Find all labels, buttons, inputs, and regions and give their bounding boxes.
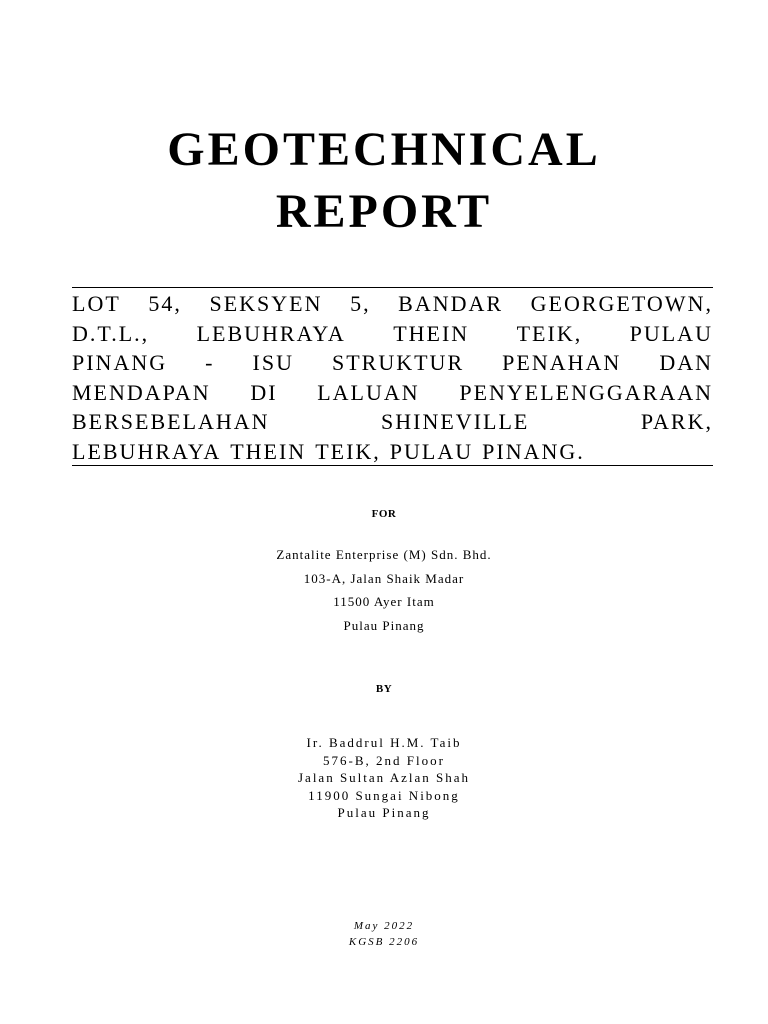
subject-word: PULAU xyxy=(629,320,713,346)
subject-word: 54, xyxy=(148,291,182,316)
author-address-block xyxy=(0,734,768,822)
subject-line-2 xyxy=(72,319,713,349)
subject-word: SHINEVILLE xyxy=(381,409,530,434)
subject-word: LEBUHRAYA xyxy=(196,320,346,346)
author-address-line: Jalan Sultan Azlan Shah xyxy=(297,770,470,785)
subject-line-4 xyxy=(72,378,713,408)
author-address-line: 11900 Sungai Nibong xyxy=(308,787,460,803)
subject-line-5 xyxy=(72,407,713,437)
client-address-line: 103-A, Jalan Shaik Madar xyxy=(303,570,465,586)
author-address-line: 576-B, 2nd Floor xyxy=(323,752,445,768)
subject-word: 5, xyxy=(350,291,371,316)
subject-line-1 xyxy=(72,289,713,319)
subject-word: PENYELENGGARAAN xyxy=(459,379,713,405)
subject-word: LALUAN xyxy=(317,379,420,405)
subject-word: LOT xyxy=(72,291,121,316)
subject-bottom-rule xyxy=(72,465,713,466)
report-title-line-1: GEOTECHNICAL xyxy=(167,123,601,176)
report-subject xyxy=(72,289,713,466)
subject-word: PARK, xyxy=(640,409,713,434)
report-footer xyxy=(0,918,768,950)
report-date: May 2022 xyxy=(353,920,415,932)
subject-word: LEBUHRAYA xyxy=(72,438,222,464)
client-address-line: Pulau Pinang xyxy=(343,617,425,633)
subject-line-6 xyxy=(72,437,713,467)
subject-word: STRUKTUR xyxy=(332,350,465,375)
subject-word: MENDAPAN xyxy=(72,379,211,405)
subject-word: THEIN xyxy=(393,320,470,346)
subject-word: BANDAR xyxy=(398,291,504,316)
subject-word: DAN xyxy=(659,350,713,375)
subject-word: TEIK, xyxy=(516,320,583,346)
subject-word: D.T.L., xyxy=(72,320,150,346)
subject-word: PULAU xyxy=(389,438,474,464)
subject-word: PINANG. xyxy=(482,438,585,464)
subject-word: PENAHAN xyxy=(502,350,622,375)
subject-word: DI xyxy=(250,379,278,405)
subject-word: ISU xyxy=(252,350,294,375)
subject-word: THEIN xyxy=(230,438,307,464)
subject-line-3 xyxy=(72,348,713,378)
subject-word: - xyxy=(205,350,215,375)
subject-word: BERSEBELAHAN xyxy=(72,409,270,434)
client-name: Zantalite Enterprise (M) Sdn. Bhd. xyxy=(276,547,492,562)
for-label: FOR xyxy=(371,508,397,520)
author-name: Ir. Baddrul H.M. Taib xyxy=(306,735,462,750)
report-reference: KGSB 2206 xyxy=(348,936,420,948)
client-address-line: 11500 Ayer Itam xyxy=(333,594,435,609)
subject-word: TEIK, xyxy=(315,438,381,464)
subject-word: GEORGETOWN, xyxy=(530,291,713,316)
client-address-block xyxy=(0,543,768,637)
author-address-line: Pulau Pinang xyxy=(337,805,431,820)
subject-word: PINANG xyxy=(72,350,168,375)
subject-word: SEKSYEN xyxy=(209,291,323,316)
report-title-line-2: REPORT xyxy=(275,185,493,238)
by-label: BY xyxy=(375,683,393,695)
subject-top-rule xyxy=(72,287,713,288)
